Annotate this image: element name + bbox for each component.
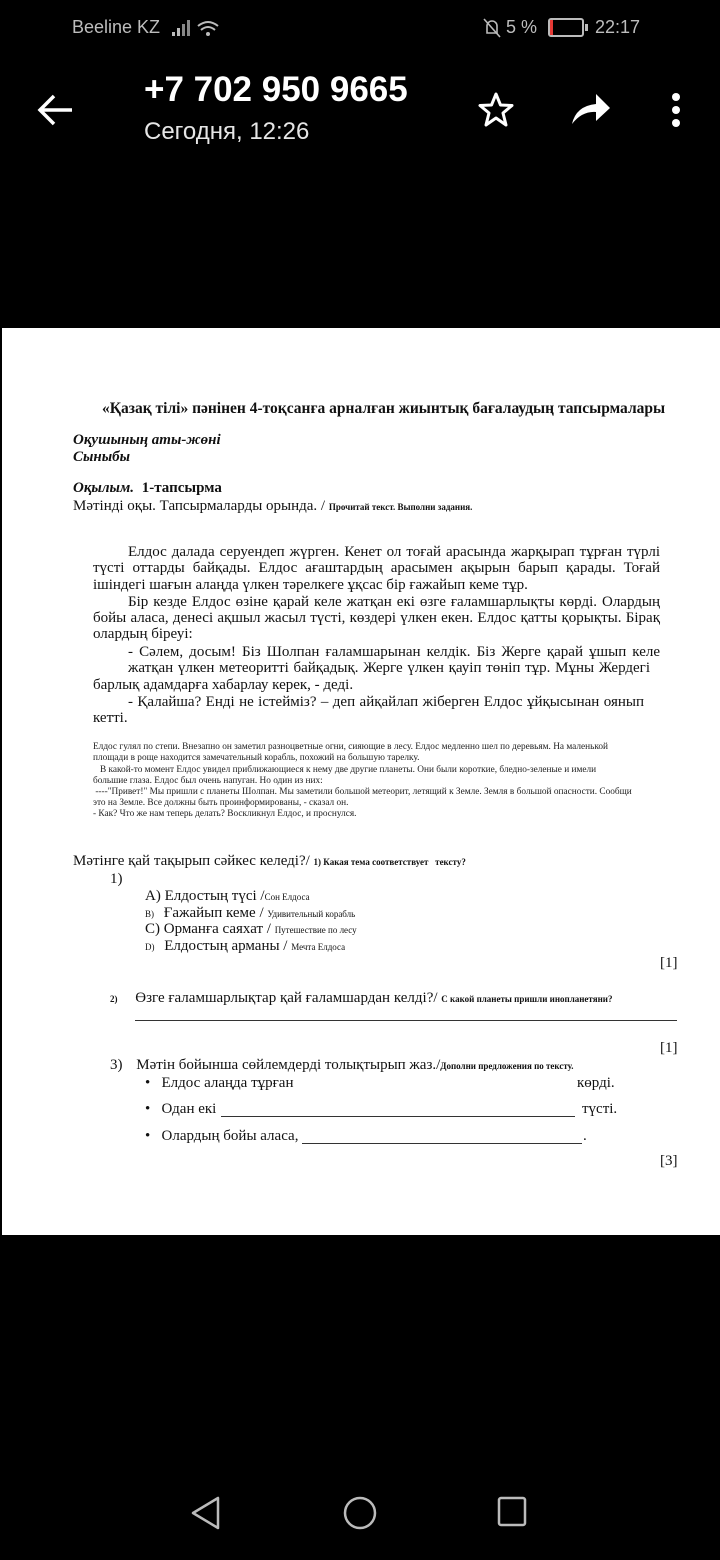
back-arrow-icon[interactable] (36, 92, 76, 128)
question-3-text-ru: Дополни предложения по тексту. (440, 1061, 574, 1071)
option-ru: Удивительный корабль (267, 909, 356, 919)
option-c (145, 921, 357, 938)
battery-percent: 5 % (506, 17, 538, 37)
question-3-number: 3) (110, 1057, 123, 1073)
clock: 22:17 (595, 17, 641, 37)
option-ru: Мечта Елдоса (291, 942, 346, 952)
option-d (145, 938, 345, 955)
ru-line: В какой-то момент Елдос увидел приближающиеся к нему две другие планеты. Они были короткие, бледно-зеленые и имели (93, 765, 597, 775)
doc-title: «Қазақ тілі» пәнінен 4-тоқсанға арналған жиынтық бағалаудың тапсырмалары (102, 400, 666, 417)
text-line: Елдос далада серуендеп жүрген. Кенет ол тоғай арасында жарқырап тұрған түрлі (128, 544, 660, 560)
back-triangle-icon[interactable] (190, 1495, 222, 1531)
answer-line (135, 1020, 677, 1021)
ru-line: - Как? Что же нам теперь делать? Воскликнул Елдос, и проснулся. (93, 809, 357, 819)
option-ru: Сон Елдоса (264, 892, 310, 902)
bullet-2: • Одан екі (145, 1101, 217, 1117)
instruction (73, 498, 472, 515)
question-2-number: 2) (110, 994, 118, 1004)
text-line: Бір кезде Елдос өзіне қарай келе жатқан екі өзге ғаламшарлықты көрді. Олардың (128, 594, 660, 610)
question-3-score: [3] (660, 1153, 678, 1169)
home-circle-icon[interactable] (342, 1495, 378, 1531)
question-2-score: [1] (660, 1040, 678, 1056)
option-kz: Елдостың арманы / (164, 938, 288, 954)
answer-line (302, 1143, 582, 1144)
question-3 (110, 1057, 574, 1074)
bullet-1: • Елдос алаңда тұрған (145, 1075, 294, 1091)
message-date: Сегодня, 12:26 (144, 118, 310, 145)
student-name-label: Оқушының аты-жөні (73, 432, 221, 448)
question-1-text: Мәтінге қай тақырып сәйкес келеді?/ (73, 853, 310, 869)
bullet-3: • Олардың бойы аласа, (145, 1128, 299, 1144)
text-line: олардың біреуі: (93, 626, 193, 642)
text-line: кетті. (93, 710, 128, 726)
answer-line (221, 1116, 575, 1117)
instruction-ru: Прочитай текст. Выполни задания. (328, 502, 473, 512)
ru-line: Елдос гулял по степи. Внезапно он заметил разноцветные огни, сияющие в лесу. Елдос медленно шел по деревьям. На маленькой (93, 742, 609, 752)
option-kz: Орманға саяхат / (163, 921, 271, 937)
recents-square-icon[interactable] (496, 1495, 528, 1529)
battery-icon (548, 18, 584, 37)
text-line: - Сәлем, досым! Біз Шолпан ғаламшарынан келдік. Біз Жерге қарай ұшып келе (128, 644, 660, 660)
text-line: бойы аласа, денесі ақшыл жасыл түсті, көздері үлкен екен. Елдос қатты қорықты. Бірақ (93, 610, 660, 626)
option-letter: B) (145, 909, 154, 919)
question-2-text: Өзге ғаламшарлықтар қай ғаламшардан келді?/ (135, 990, 438, 1006)
share-icon[interactable] (568, 90, 614, 130)
option-ru: Путешествие по лесу (274, 925, 357, 935)
class-label: Сыныбы (73, 449, 131, 465)
section-task: 1-тапсырма (141, 480, 222, 496)
text-line: түсті оттарды байқады. Елдос ағаштардың арасымен ақырын барып қарады. Тоғай (93, 560, 660, 576)
contact-title: +7 702 950 9665 (144, 70, 408, 109)
text-line: ішіндегі шағын алаңда үлкен тәрелкеге ұқсас бір ғажайып кеме тұр. (93, 577, 528, 593)
bullet-end: түсті. (582, 1101, 618, 1117)
bullet-end: . (583, 1128, 587, 1144)
question-1-number: 1) (110, 871, 123, 887)
section-heading (73, 480, 222, 497)
option-b (145, 905, 355, 922)
ru-line: большие глаза. Елдос был очень напуган. Но один из них: (93, 776, 323, 786)
ru-line: это на Земле. Все должны быть проинформированы, - сказал он. (93, 798, 349, 808)
signal-wifi-icon (170, 18, 224, 38)
ru-line: площади в роще находится замечательный корабль, похожий на большую тарелку. (93, 753, 420, 763)
section-italic: Оқылым. (73, 480, 134, 496)
question-1-score: [1] (660, 955, 678, 971)
option-a (145, 888, 310, 905)
question-1-text-ru: 1) Какая тема соответствует тексту? (313, 857, 466, 867)
more-vert-icon[interactable] (666, 92, 686, 128)
option-letter: C) (145, 921, 160, 937)
text-line: - Қалайша? Енді не істейміз? – деп айқайлап жіберген Елдос ұйқысынан оянып (128, 694, 644, 710)
option-letter: A) (145, 888, 161, 904)
option-kz: Ғажайып кеме / (163, 905, 264, 921)
bullet-text: Одан екі (161, 1101, 217, 1117)
bullet-text: Олардың бойы аласа, (161, 1128, 299, 1144)
star-icon[interactable] (476, 90, 516, 130)
question-1 (73, 853, 466, 870)
question-3-text: Мәтін бойынша сөйлемдерді толықтырып жаз./ (136, 1057, 441, 1073)
bullet-text: Елдос алаңда тұрған (161, 1075, 294, 1091)
text-line: барлық адамдарға хабарлау керек, - деді. (93, 677, 354, 693)
document-image[interactable] (2, 328, 720, 1235)
option-letter: D) (145, 942, 155, 952)
question-2 (110, 990, 612, 1007)
instruction-kz: Мәтінді оқы. Тапсырмаларды орында. / (73, 498, 326, 514)
carrier-name: Beeline KZ (72, 17, 161, 37)
option-kz: Елдостың түсі / (164, 888, 265, 904)
question-2-text-ru: С какой планеты пришли инопланетяни? (441, 994, 613, 1004)
text-line: жатқан үлкен метеоритті байқадық. Жерге үлкен қауіп төніп тұр. Мұны Жердегі (128, 660, 650, 676)
bell-off-icon (482, 17, 502, 39)
ru-line: ----"Привет!" Мы пришли с планеты Шолпан. Мы заметили большой метеорит, летящий к Земле. Земля в большой опасности. Сообщи (93, 787, 632, 797)
bullet-end: көрді. (577, 1075, 615, 1091)
